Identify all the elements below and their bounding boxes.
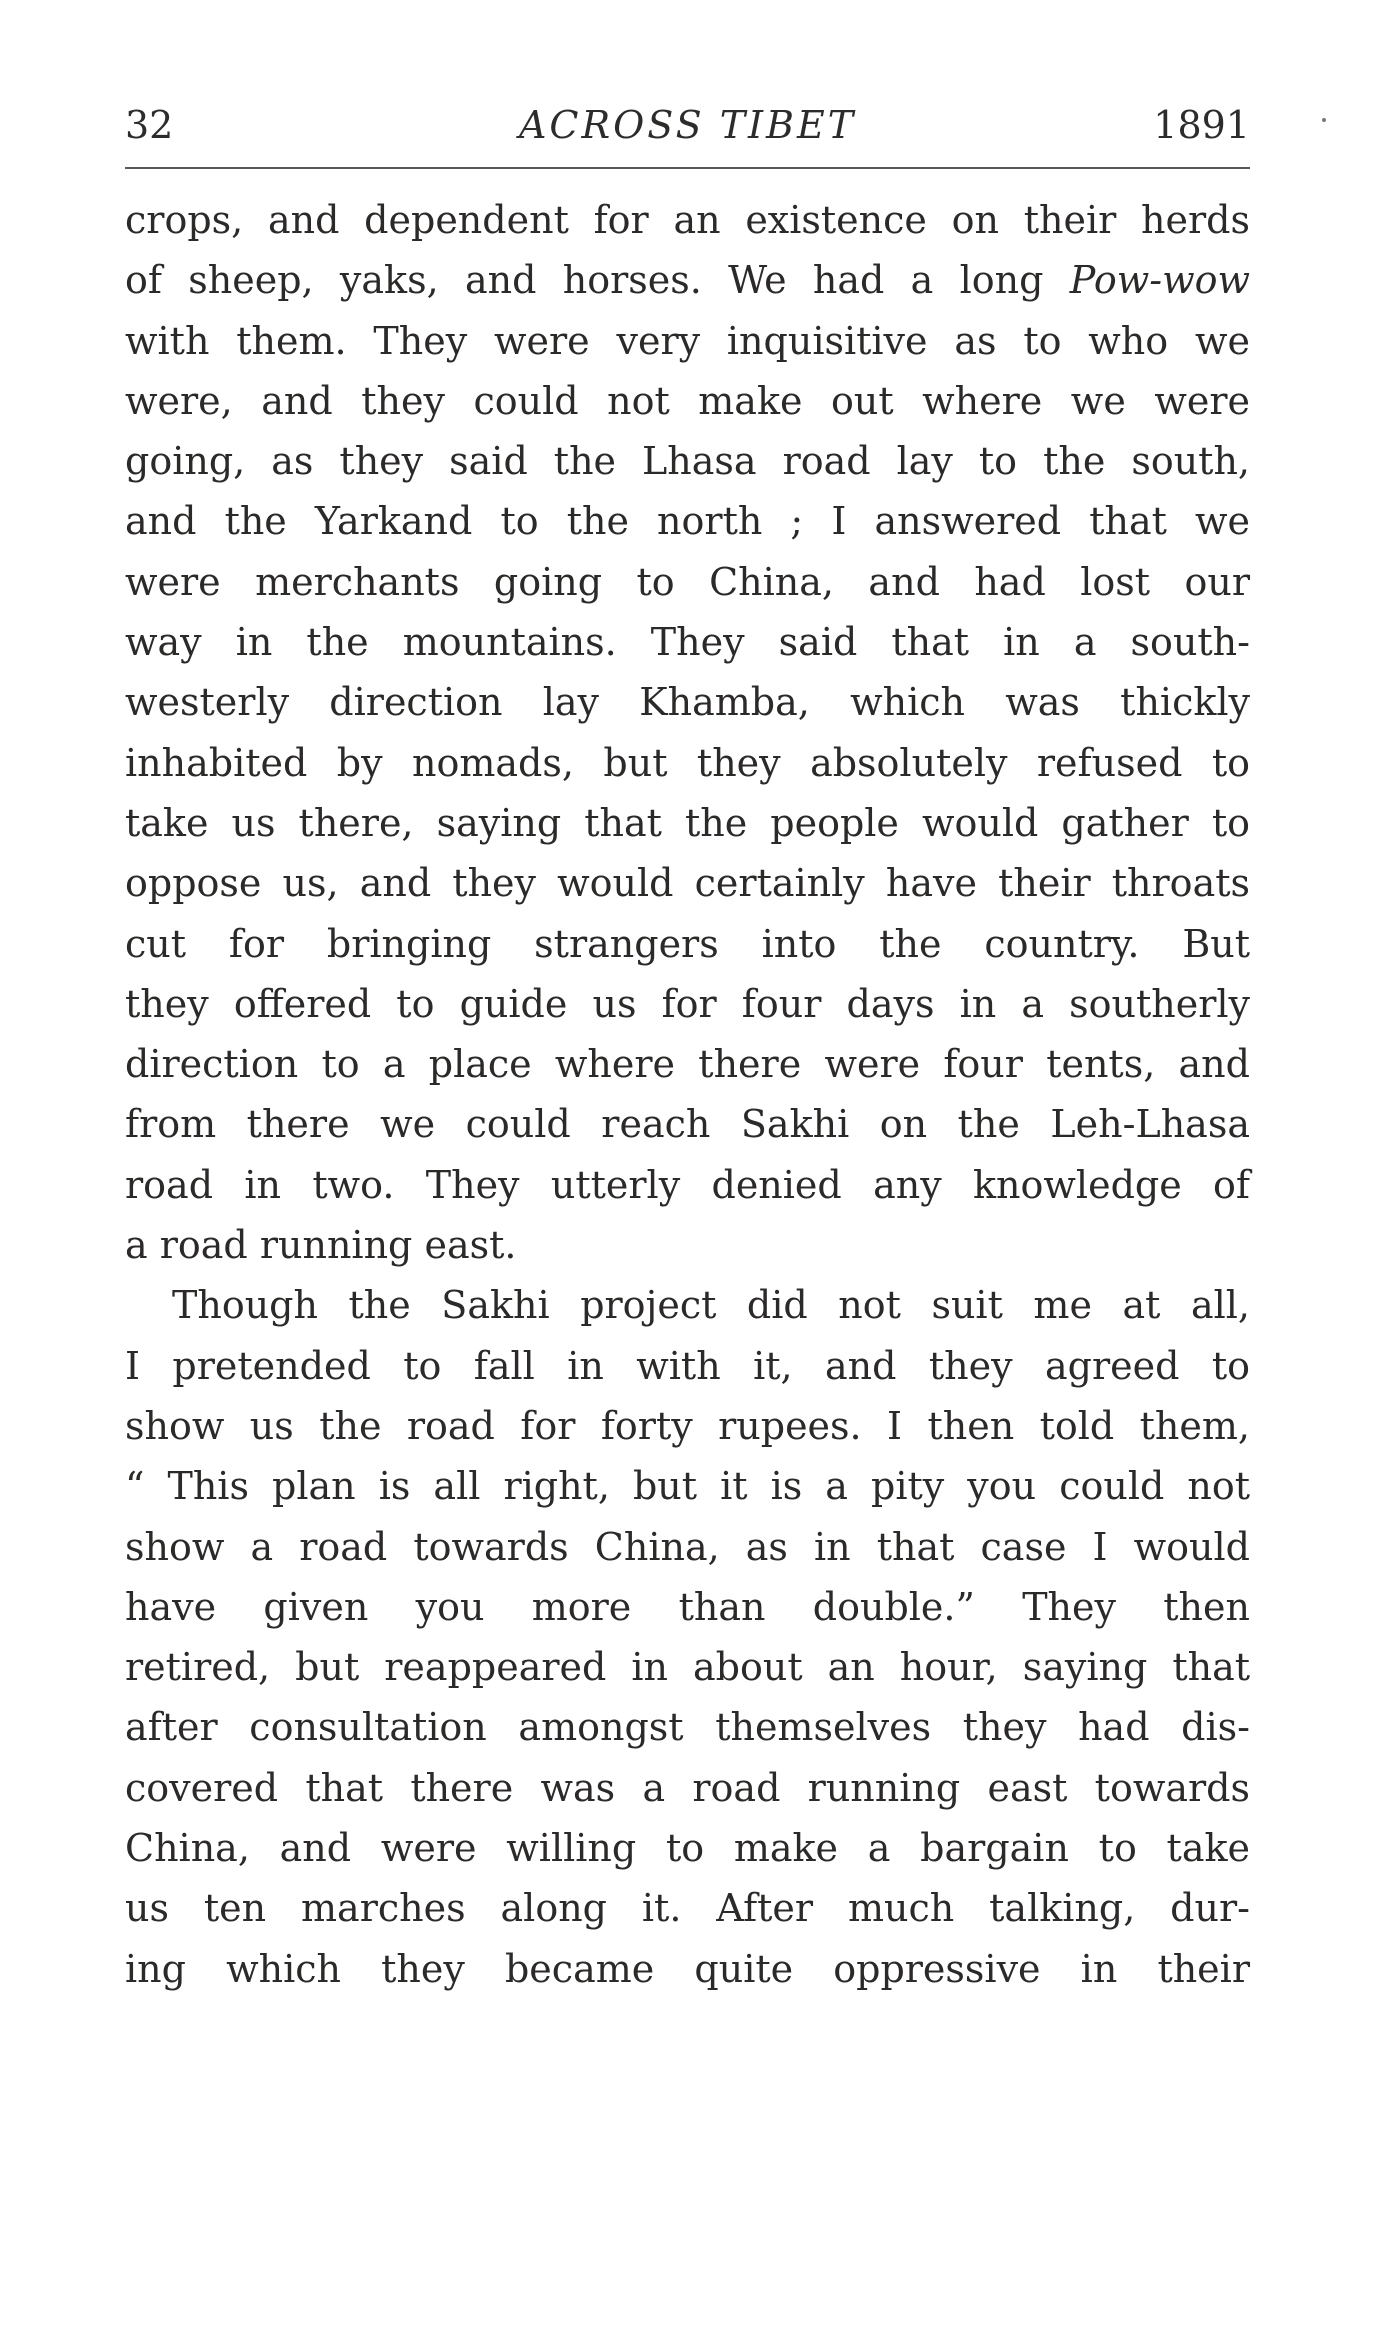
text-line-20: I pretended to fall in with it, and they agreed to [125,1343,1250,1388]
text-line-2 [125,250,1250,310]
text-line-21: show us the road for forty rupees. I then told them, [125,1403,1250,1448]
running-title: ACROSS TIBET [518,103,857,147]
body-text [125,190,1250,1999]
running-head [125,95,1250,155]
text-line-28: China, and were willing to make a bargain to take [125,1826,1250,1871]
text-line-3: with them. They were very inquisitive as to who we [125,318,1250,363]
text-line-12: oppose us, and they would certainly have their throats [125,861,1250,906]
text-line-7: were merchants going to China, and had lost our [125,559,1250,604]
text-line-16: from there we could reach Sakhi on the Leh-Lhasa [125,1102,1250,1147]
text-line-4: were, and they could not make out where we were [125,378,1250,423]
text-line-9: westerly direction lay Khamba, which was thickly [125,680,1250,725]
text-line-11: take us there, saying that the people would gather to [125,800,1250,845]
header-rule [125,167,1250,169]
text-line-5: going, as they said the Lhasa road lay to the south, [125,439,1250,484]
text-line-23: show a road towards China, as in that case I would [125,1524,1250,1569]
text-line-24: have given you more than double.” They then [125,1584,1250,1629]
page-number: 32 [125,103,174,147]
margin-speck [1322,118,1326,122]
text-line-19: Though the Sakhi project did not suit me at all, [172,1283,1250,1328]
text-line-30: ing which they became quite oppressive in their [125,1946,1250,1991]
text-line-27: covered that there was a road running east towards [125,1765,1250,1810]
text-line-22: “ This plan is all right, but it is a pity you could not [125,1464,1250,1509]
text-line-2-start: of sheep, yaks, and horses. We had a long [125,258,1070,303]
italic-phrase: Pow-wow [1069,258,1250,303]
text-line-8: way in the mountains. They said that in a south- [125,620,1250,665]
text-line-1: crops, and dependent for an existence on their herds [125,198,1250,242]
text-line-18: a road running east. [125,1223,517,1268]
text-line-29: us ten marches along it. After much talking, dur- [125,1886,1250,1931]
text-line-6: and the Yarkand to the north ; I answered that we [125,499,1250,544]
text-line-17: road in two. They utterly denied any knowledge of [125,1162,1250,1207]
text-line-14: they offered to guide us for four days in a southerly [125,981,1250,1026]
text-line-13: cut for bringing strangers into the country. But [125,921,1250,966]
text-line-26: after consultation amongst themselves they had dis- [125,1705,1250,1750]
page-year: 1891 [1153,103,1250,147]
text-line-25: retired, but reappeared in about an hour, saying that [125,1645,1250,1690]
text-line-10: inhabited by nomads, but they absolutely refused to [125,740,1250,785]
text-line-15: direction to a place where there were four tents, and [125,1042,1250,1087]
